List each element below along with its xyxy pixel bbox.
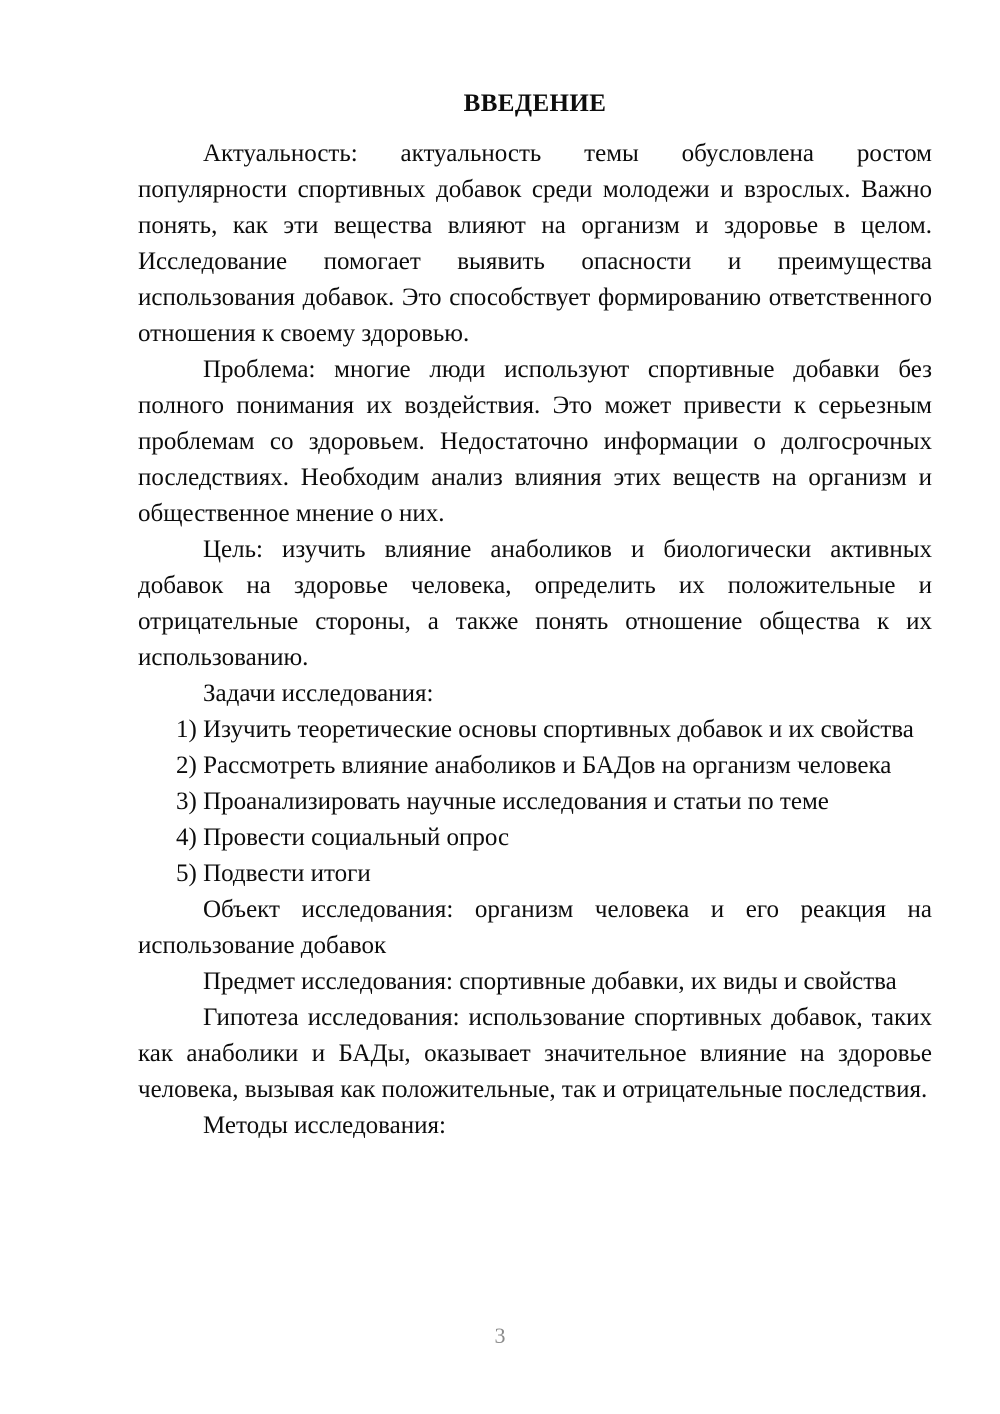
tasks-list xyxy=(138,712,932,892)
page-number: 3 xyxy=(494,1323,506,1348)
paragraph-hypothesis: Гипотеза исследования: использование спортивных добавок, таких как анаболики и БАДы, оказывает значительное влияние на здоровье человека, вызывая как положительные, так и отрицательные последствия. xyxy=(138,1004,932,1103)
paragraph-goal: Цель: изучить влияние анаболиков и биологически активных добавок на здоровье человека, определить их положительные и отрицательные стороны, а также понять отношение общества к их использованию. xyxy=(138,536,932,671)
page-content xyxy=(138,86,932,1144)
paragraph-subject: Предмет исследования: спортивные добавки, их виды и свойства xyxy=(203,968,897,995)
list-item: 4) Провести социальный опрос xyxy=(176,824,510,851)
list-item: 1) Изучить теоретические основы спортивных добавок и их свойства xyxy=(176,716,914,743)
list-item: 3) Проанализировать научные исследования и статьи по теме xyxy=(176,788,829,815)
page-title: ВВЕДЕНИЕ xyxy=(463,90,607,117)
heading-methods: Методы исследования: xyxy=(203,1112,446,1139)
paragraph-object: Объект исследования: организм человека и его реакция на использование добавок xyxy=(138,896,932,959)
list-item: 2) Рассмотреть влияние анаболиков и БАДов на организм человека xyxy=(176,752,892,779)
heading-tasks: Задачи исследования: xyxy=(203,680,434,707)
paragraph-problem: Проблема: многие люди используют спортивные добавки без полного понимания их воздействия. Это может привести к серьезным проблемам со здоровьем. Недостаточно информации о долгосрочных последствиях. Необходим анализ влияния этих веществ на организм и общественное мнение о них. xyxy=(138,356,932,527)
list-item: 5) Подвести итоги xyxy=(176,860,371,887)
paragraph-relevance: Актуальность: актуальность темы обусловлена ростом популярности спортивных добавок среди молодежи и взрослых. Важно понять, как эти вещества влияют на организм и здоровье в целом. Исследование помогает выявить опасности и преимущества использования добавок. Это способствует формированию ответственного отношения к своему здоровью. xyxy=(138,140,932,347)
